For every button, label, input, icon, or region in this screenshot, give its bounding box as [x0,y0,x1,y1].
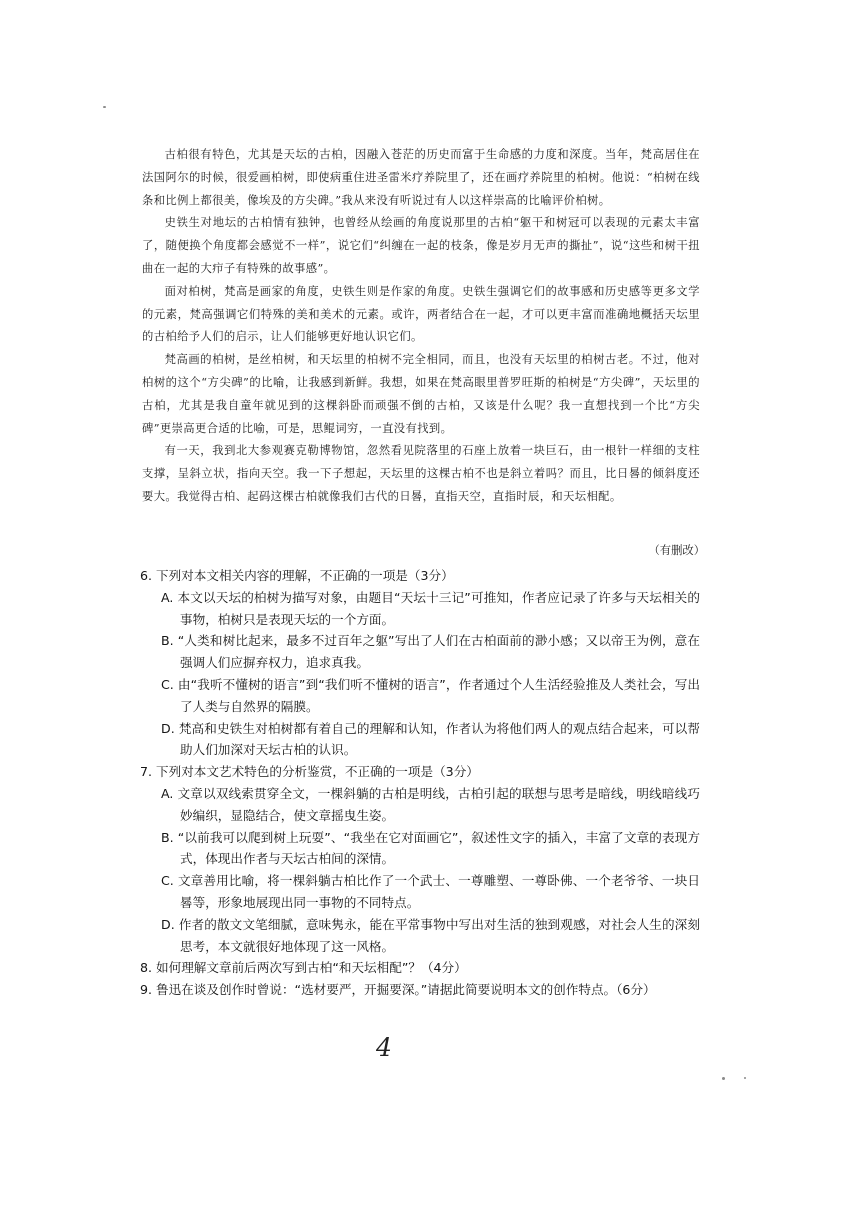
passage-paragraph: 面对柏树，梵高是画家的角度，史铁生则是作家的角度。史铁生强调它们的故事感和历史感等更多文学的元素，梵高强调它们特殊的美和美术的元素。或许，两者结合在一起，才可以更丰富而准确地概括天坛里的古柏给予人们的启示，让人们能够更好地认识它们。 [142,284,700,344]
option-d: D. 作者的散文文笔细腻，意味隽永，能在平常事物中写出对生活的独到观感，对社会人生的深刻思考，本文就很好地体现了这一风格。 [161,916,700,954]
option-b: B. “以前我可以爬到树上玩耍”、“我坐在它对面画它”，叙述性文字的插入，丰富了文章的表现方式，体现出作者与天坛古柏间的深情。 [161,829,700,867]
passage-paragraph: 史铁生对地坛的古柏情有独钟，也曾经从绘画的角度说那里的古柏“躯干和树冠可以表现的元素太丰富了，随便换个角度都会感觉不一样”，说它们“纠缠在一起的枝条，像是岁月无声的撕扯”，说“这些和树干扭曲在一起的大疖子有特殊的故事感”。 [142,216,700,275]
scan-speck [103,106,106,108]
question-list [140,565,700,1001]
option-d: D. 梵高和史铁生对柏树都有着自己的理解和认知，作者认为将他们两人的观点结合起来，可以帮助人们加深对天坛古柏的认识。 [161,720,700,758]
scan-speck [744,1077,746,1079]
question-9 [140,979,700,1001]
option-c: C. 由“我听不懂树的语言”到“我们听不懂树的语言”，作者通过个人生活经验推及人类社会，写出了人类与自然界的隔膜。 [161,676,700,714]
passage-paragraph: 梵高画的柏树，是丝柏树，和天坛里的柏树不完全相同，而且，也没有天坛里的柏树古老。不过，他对柏树的这个“方尖碑”的比喻，让我感到新鲜。我想，如果在梵高眼里普罗旺斯的柏树是“方尖碑”，天坛里的古柏，尤其是我自童年就见到的这棵斜卧而顽强不倒的古柏，又该是什么呢？我一直想找到一个比“方尖碑”更崇高更合适的比喻，可是，思鲲词穷，一直没有找到。 [142,353,700,435]
scan-speck [722,1077,725,1080]
passage-paragraph: 古柏很有特色，尤其是天坛的古柏，因融入苍茫的历史而富于生命感的力度和深度。当年，梵高居住在法国阿尔的时候，很爱画柏树，即使病重住进圣雷米疗养院里了，还在画疗养院里的柏树。他说：“柏树在线条和比例上都很美，像埃及的方尖碑。”我从来没有听说过有人以这样崇高的比喻评价柏树。 [142,148,700,207]
source-note: （有删改） [648,544,705,557]
question-8 [140,957,700,979]
option-a: A. 本文以天坛的柏树为描写对象，由题目“天坛十三记”可推知，作者应记录了许多与天坛相关的事物，柏树只是表现天坛的一个方面。 [161,589,700,627]
question-7 [140,761,700,957]
reading-passage [142,144,700,509]
page-number: 4 [376,1033,392,1062]
option-c: C. 文章善用比喻，将一棵斜躺古柏比作了一个武士、一尊雕塑、一尊卧佛、一个老爷爷、一块日晷等，形象地展现出同一事物的不同特点。 [161,873,700,910]
question-stem: 7. 下列对本文艺术特色的分析鉴赏，不正确的一项是（3分） [140,764,479,780]
option-b: B. “人类和树比起来，最多不过百年之躯”写出了人们在古柏面前的渺小感；又以帝王为例，意在强调人们应摒弃权力，追求真我。 [161,633,700,671]
option-a: A. 文章以双线索贯穿全文，一棵斜躺的古柏是明线，古柏引起的联想与思考是暗线，明线暗线巧妙编织，显隐结合，使文章摇曳生姿。 [161,785,700,823]
question-stem: 9. 鲁迅在谈及创作时曾说：“选材要严，开掘要深。”请据此简要说明本文的创作特点。（6分） [140,982,656,998]
passage-paragraph: 有一天，我到北大参观赛克勒博物馆，忽然看见院落里的石座上放着一块巨石，由一根针一样细的支柱支撑，呈斜立状，指向天空。我一下子想起，天坛里的这棵古柏不也是斜立着吗？而且，比日晷的倾斜度还要大。我觉得古柏、起码这棵古柏就像我们古代的日晷，直指天空，直指时辰，和天坛相配。 [142,444,700,503]
question-6 [140,565,700,761]
question-stem: 6. 下列对本文相关内容的理解，不正确的一项是（3分） [140,568,454,583]
question-stem: 8. 如何理解文章前后两次写到古柏“和天坛相配”？（4分） [140,960,467,976]
